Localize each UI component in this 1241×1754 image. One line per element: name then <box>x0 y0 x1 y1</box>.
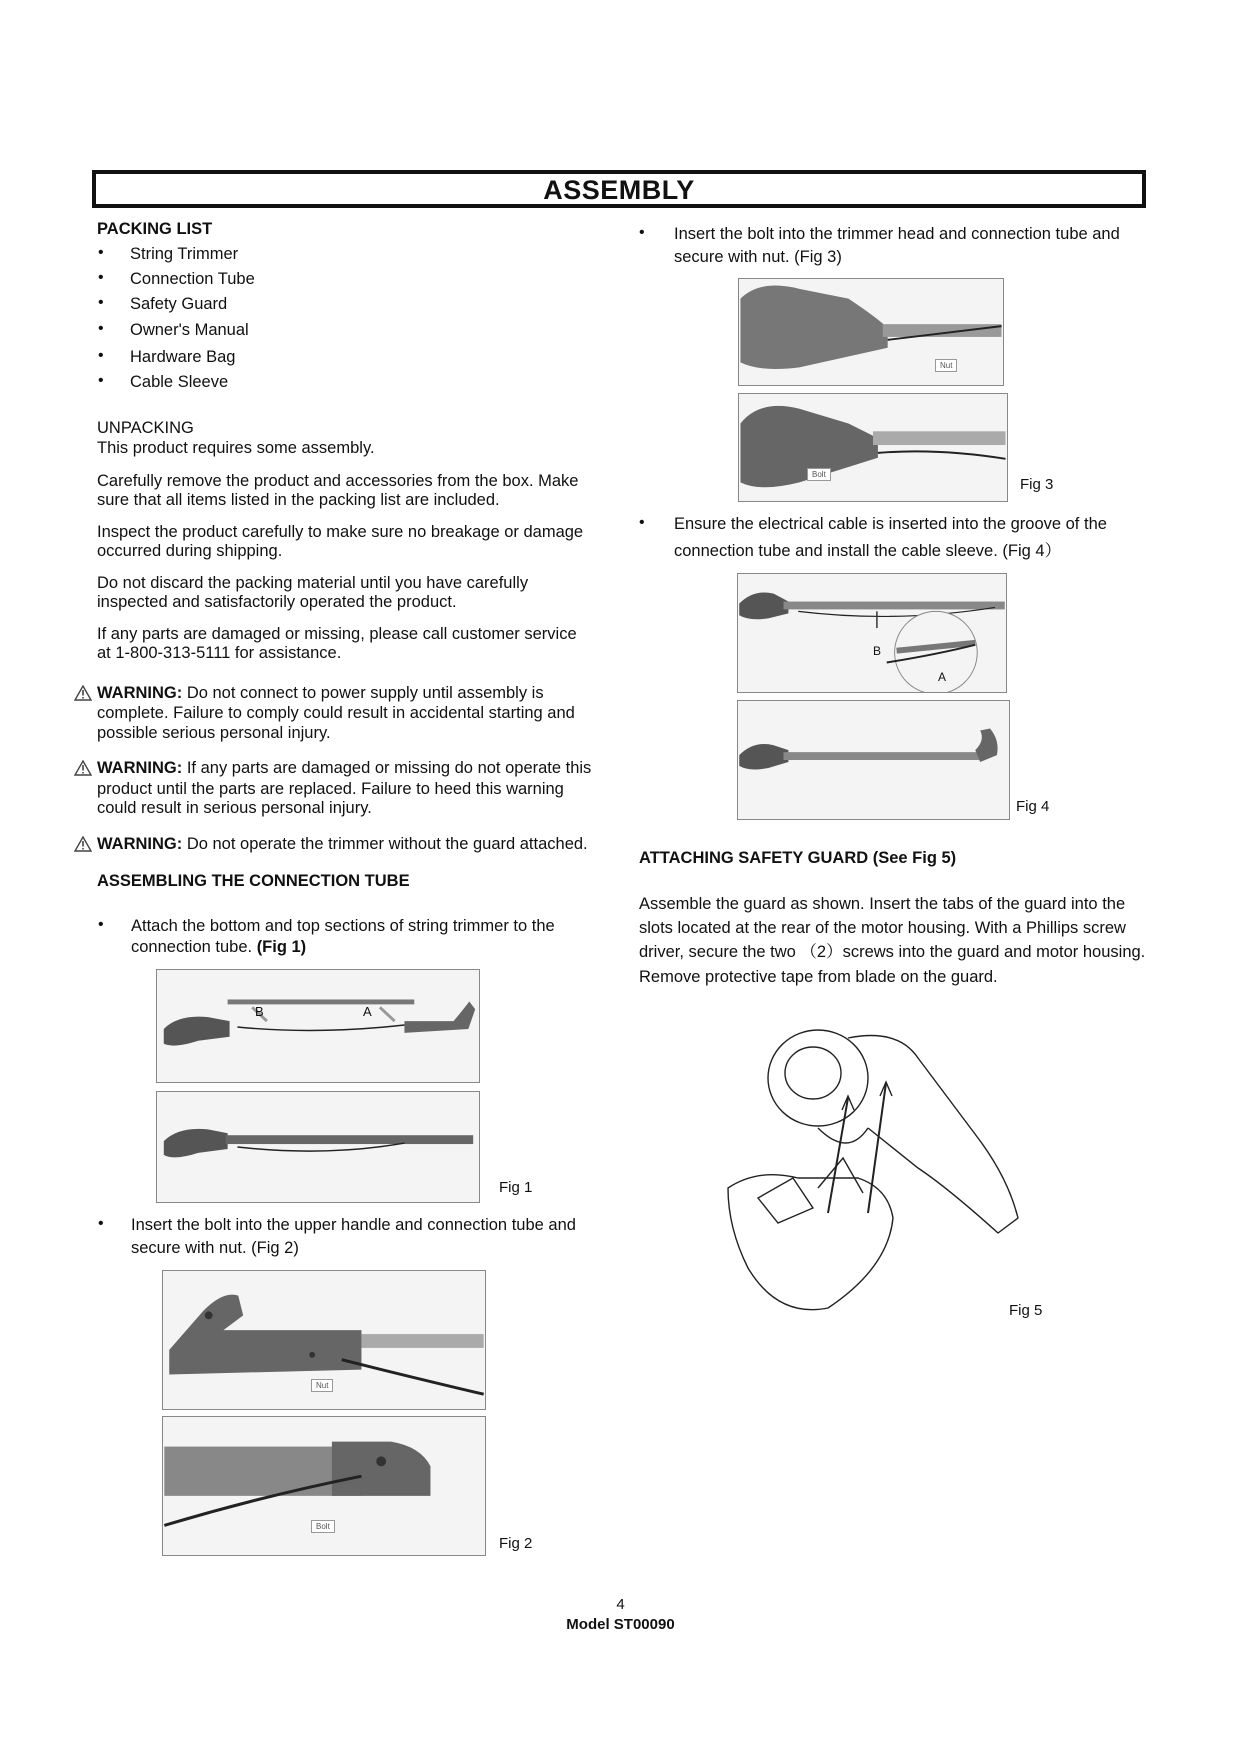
warning-text: product until the parts are replaced. Failure to heed this warning <box>97 780 564 798</box>
label-b: B <box>873 644 882 658</box>
fig5-guard-diagram <box>718 1018 1048 1330</box>
fig3-top-image <box>738 278 1004 386</box>
bullet: • <box>98 294 104 311</box>
guard-text: slots located at the rear of the motor housing. With a Phillips screw <box>639 919 1126 937</box>
warning-icon <box>74 836 92 852</box>
unpacking-text: occurred during shipping. <box>97 542 283 560</box>
bullet: • <box>98 916 104 933</box>
label-b: B <box>255 1004 264 1019</box>
bullet: • <box>98 269 104 286</box>
step-text: connection tube and install the cable sleeve. (Fig 4） <box>674 542 1062 560</box>
cable-illustration <box>738 701 1009 819</box>
step-text: Insert the bolt into the trimmer head and connection tube and <box>674 225 1120 243</box>
fig2-label: Fig 2 <box>499 1535 533 1552</box>
fig3-label: Fig 3 <box>1020 476 1054 493</box>
trimmer-illustration <box>157 970 479 1082</box>
fig4-top-image <box>737 573 1007 693</box>
cable-illustration <box>738 574 1006 692</box>
step-text: connection tube. (Fig 1) <box>131 938 307 956</box>
step-text: Insert the bolt into the upper handle and connection tube and <box>131 1216 576 1234</box>
safety-guard-heading: ATTACHING SAFETY GUARD (See Fig 5) <box>639 849 957 867</box>
connection-tube-heading: ASSEMBLING THE CONNECTION TUBE <box>97 872 410 890</box>
guard-text: Assemble the guard as shown. Insert the tabs of the guard into the <box>639 895 1126 913</box>
fig1-top-image <box>156 969 480 1083</box>
fig5-label: Fig 5 <box>1009 1302 1043 1319</box>
bullet: • <box>98 320 104 337</box>
fig1-label: Fig 1 <box>499 1179 533 1196</box>
warning-icon <box>74 685 92 701</box>
list-item: Cable Sleeve <box>130 373 229 391</box>
bolt-tag: Bolt <box>807 468 831 481</box>
warning-3: WARNING: Do not operate the trimmer without the guard attached. <box>97 835 588 853</box>
warning-1: WARNING: Do not connect to power supply until assembly is <box>97 684 544 702</box>
unpacking-text: Do not discard the packing material until you have carefully <box>97 574 529 592</box>
fig1-bottom-image <box>156 1091 480 1203</box>
trimmer-head-illustration <box>739 394 1007 501</box>
bullet: • <box>98 244 104 261</box>
label-a: A <box>938 670 947 684</box>
bolt-tag: Bolt <box>311 1520 335 1533</box>
list-item: Hardware Bag <box>130 348 236 366</box>
page-number: 4 <box>616 1596 625 1613</box>
list-item: Safety Guard <box>130 295 228 313</box>
unpacking-text: Carefully remove the product and accessories from the box. Make <box>97 472 579 490</box>
unpacking-heading: UNPACKING <box>97 419 194 437</box>
list-item: Owner's Manual <box>130 321 249 339</box>
warning-text: possible serious personal injury. <box>97 724 331 742</box>
unpacking-text: Inspect the product carefully to make sure no breakage or damage <box>97 523 584 541</box>
bullet: • <box>639 514 645 531</box>
trimmer-illustration <box>157 1092 479 1202</box>
packing-list-heading: PACKING LIST <box>97 220 213 238</box>
unpacking-text: This product requires some assembly. <box>97 439 375 457</box>
bullet: • <box>639 224 645 241</box>
unpacking-text: If any parts are damaged or missing, please call customer service <box>97 625 577 643</box>
warning-2: WARNING: If any parts are damaged or missing do not operate this <box>97 759 592 777</box>
fig2-top-image <box>162 1270 486 1410</box>
step-text: secure with nut. (Fig 2) <box>131 1239 299 1257</box>
fig2-bottom-image <box>162 1416 486 1556</box>
guard-text: Remove protective tape from blade on the guard. <box>639 968 998 986</box>
nut-tag: Nut <box>311 1379 333 1392</box>
trimmer-head-illustration <box>739 279 1003 385</box>
step-text: Ensure the electrical cable is inserted into the groove of the <box>674 515 1107 533</box>
customer-service-text: at 1-800-313-5111 for assistance. <box>97 644 342 662</box>
warning-text: could result in serious personal injury. <box>97 799 372 817</box>
fig3-bottom-image <box>738 393 1008 502</box>
warning-text: complete. Failure to comply could result in accidental starting and <box>97 704 575 722</box>
bullet: • <box>98 347 104 364</box>
fig4-bottom-image <box>737 700 1010 820</box>
label-a: A <box>363 1004 372 1019</box>
model-number: Model ST00090 <box>566 1616 675 1633</box>
warning-icon <box>74 760 92 776</box>
fig4-label: Fig 4 <box>1016 798 1050 815</box>
bullet: • <box>98 1215 104 1232</box>
nut-tag: Nut <box>935 359 957 372</box>
step-text: Attach the bottom and top sections of string trimmer to the <box>131 917 555 935</box>
unpacking-text: sure that all items listed in the packing list are included. <box>97 491 500 509</box>
step-text: secure with nut. (Fig 3) <box>674 248 842 266</box>
guard-text: driver, secure the two （2）screws into the guard and motor housing. <box>639 943 1146 961</box>
page-title: ASSEMBLY <box>543 175 695 205</box>
handle-illustration <box>163 1417 485 1555</box>
section-title-box <box>92 170 1146 208</box>
list-item: Connection Tube <box>130 270 255 288</box>
unpacking-text: inspected and satisfactorily operated the product. <box>97 593 457 611</box>
bullet: • <box>98 372 104 389</box>
list-item: String Trimmer <box>130 245 239 263</box>
